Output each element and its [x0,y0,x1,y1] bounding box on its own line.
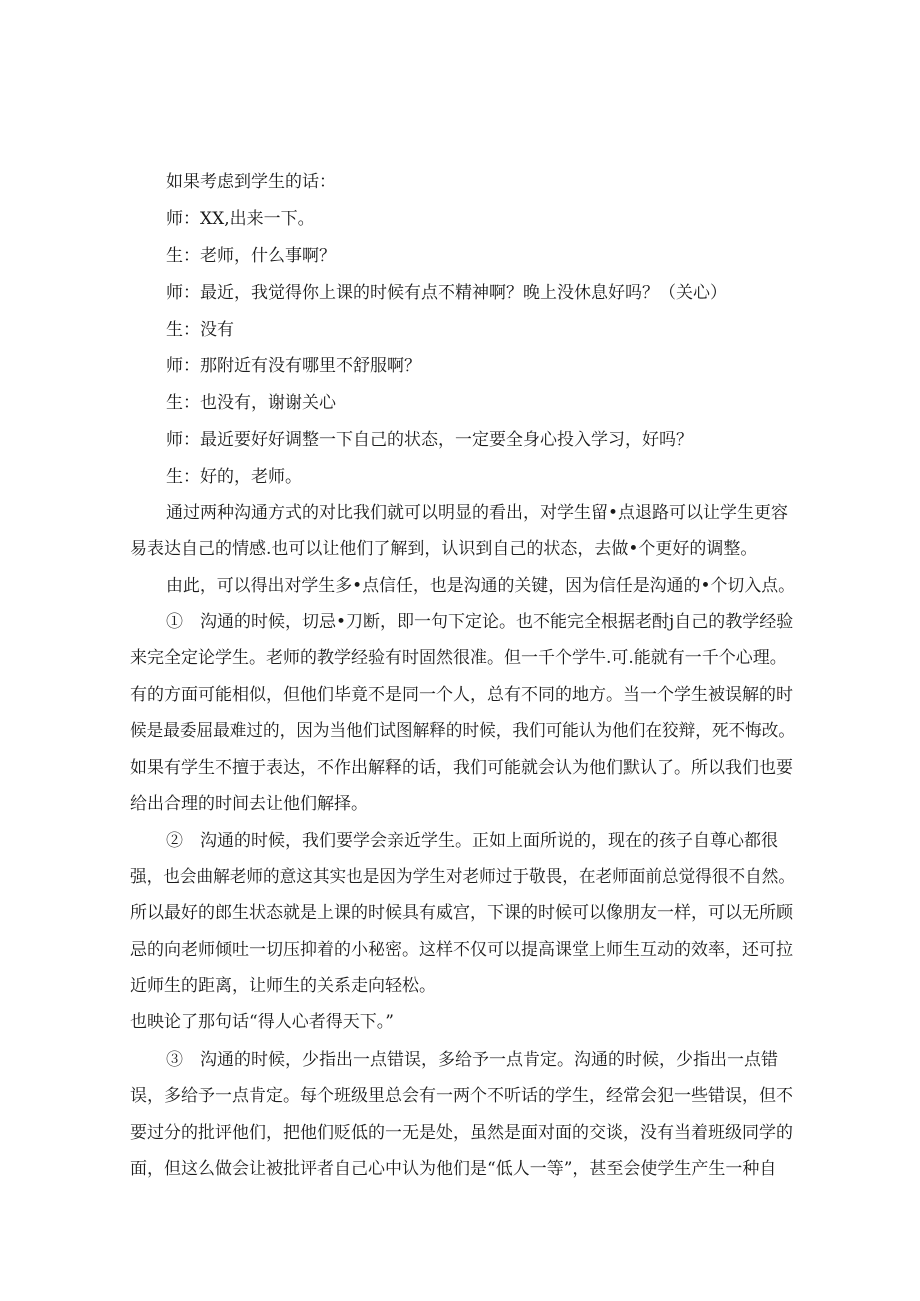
dialogue-line: 生：好的，老师。 [166,467,302,487]
paragraph-line: 近师生的距离，让师生的关系走向轻松。 [130,976,436,996]
dialogue-line: 师：最近，我觉得你上课的时候有点不精神啊？晚上没休息好吗？（关心） [166,283,727,303]
dialogue-intro: 如果考虑到学生的话： [166,172,336,192]
paragraph-line: 所以最好的郎生状态就是上课的时候具有威宫，下课的时候可以像朋友一样，可以无所顾 [130,903,793,923]
paragraph-line: 由此，可以得出对学生多•点信任，也是沟通的关键，因为信任是沟通的•个切入点。 [166,576,796,596]
dialogue-line: 师：最近要好好调整一下自己的状态，一定要全身心投入学习，好吗？ [166,430,693,450]
dialogue-line: 师：XX,出来一下。 [166,209,315,229]
dialogue-line: 生：老师，什么事啊？ [166,246,336,266]
paragraph-line: 通过两种沟通方式的对比我们就可以明显的看出，对学生留•点退路可以让学生更容 [166,503,789,523]
paragraph-line: 强，也会曲解老师的意这其实也是因为学生对老师过于敬畏，在老师面前总觉得很不自然。 [130,867,795,887]
paragraph-line: 误，多给予一点肯定。每个班级里总会有一两个不听话的学生，经常会犯一些错误，但不 [130,1086,793,1106]
paragraph-line: 如果有学生不擅于表达，不作出解释的话，我们可能就会认为他们默认了。所以我们也要 [130,758,793,778]
dialogue-line: 生：没有 [166,320,234,340]
dialogue-line: 生：也没有，谢谢关心 [166,393,336,413]
paragraph-line: 有的方面可能相似，但他们毕竟不是同一个人，总有不同的地方。当一个学生被误解的时 [130,685,793,705]
paragraph-line: 面，但这么做会让被批评者自己心中认为他们是“低人一等”，甚至会使学生产生一种自 [130,1159,777,1179]
paragraph-line: 也映论了那句话“得人心者得天下。” [130,1012,394,1032]
paragraph-line: 忌的向老师倾吐一切压抑着的小秘密。这样不仅可以提高课堂上师生互动的效率，还可拉 [130,940,793,960]
paragraph-line: 要过分的批评他们，把他们贬低的一无是处，虽然是面对面的交谈，没有当着班级同学的 [130,1123,793,1143]
paragraph-line: 来完全定论学生。老师的教学经验有时固然很准。但一千个学牛.可.能就有一千个心理。 [130,648,787,668]
paragraph-line: 给出合理的时间去让他们解择。 [130,794,368,814]
paragraph-line: 候是最委屈最难过的，因为当他们试图解释的时候，我们可能认为他们在狡辩，死不悔改。 [130,721,795,741]
numbered-paragraph-line: ③ 沟通的时候，少指出一点错误，多给予一点肯定。沟通的时候，少指出一点错 [166,1050,778,1070]
numbered-paragraph-line: ① 沟通的时候，切忌•刀断，即一句下定论。也不能完全根据老酎j自己的教学经验 [166,612,794,632]
numbered-paragraph-line: ② 沟通的时候，我们要学会亲近学生。正如上面所说的，现在的孩子自尊心都很 [166,831,778,851]
dialogue-line: 师：那附近有没有哪里不舒服啊？ [166,356,421,376]
paragraph-line: 易表达自己的情感.也可以让他们了解到，认识到自己的状态，去做•个更好的调整。 [130,539,758,559]
